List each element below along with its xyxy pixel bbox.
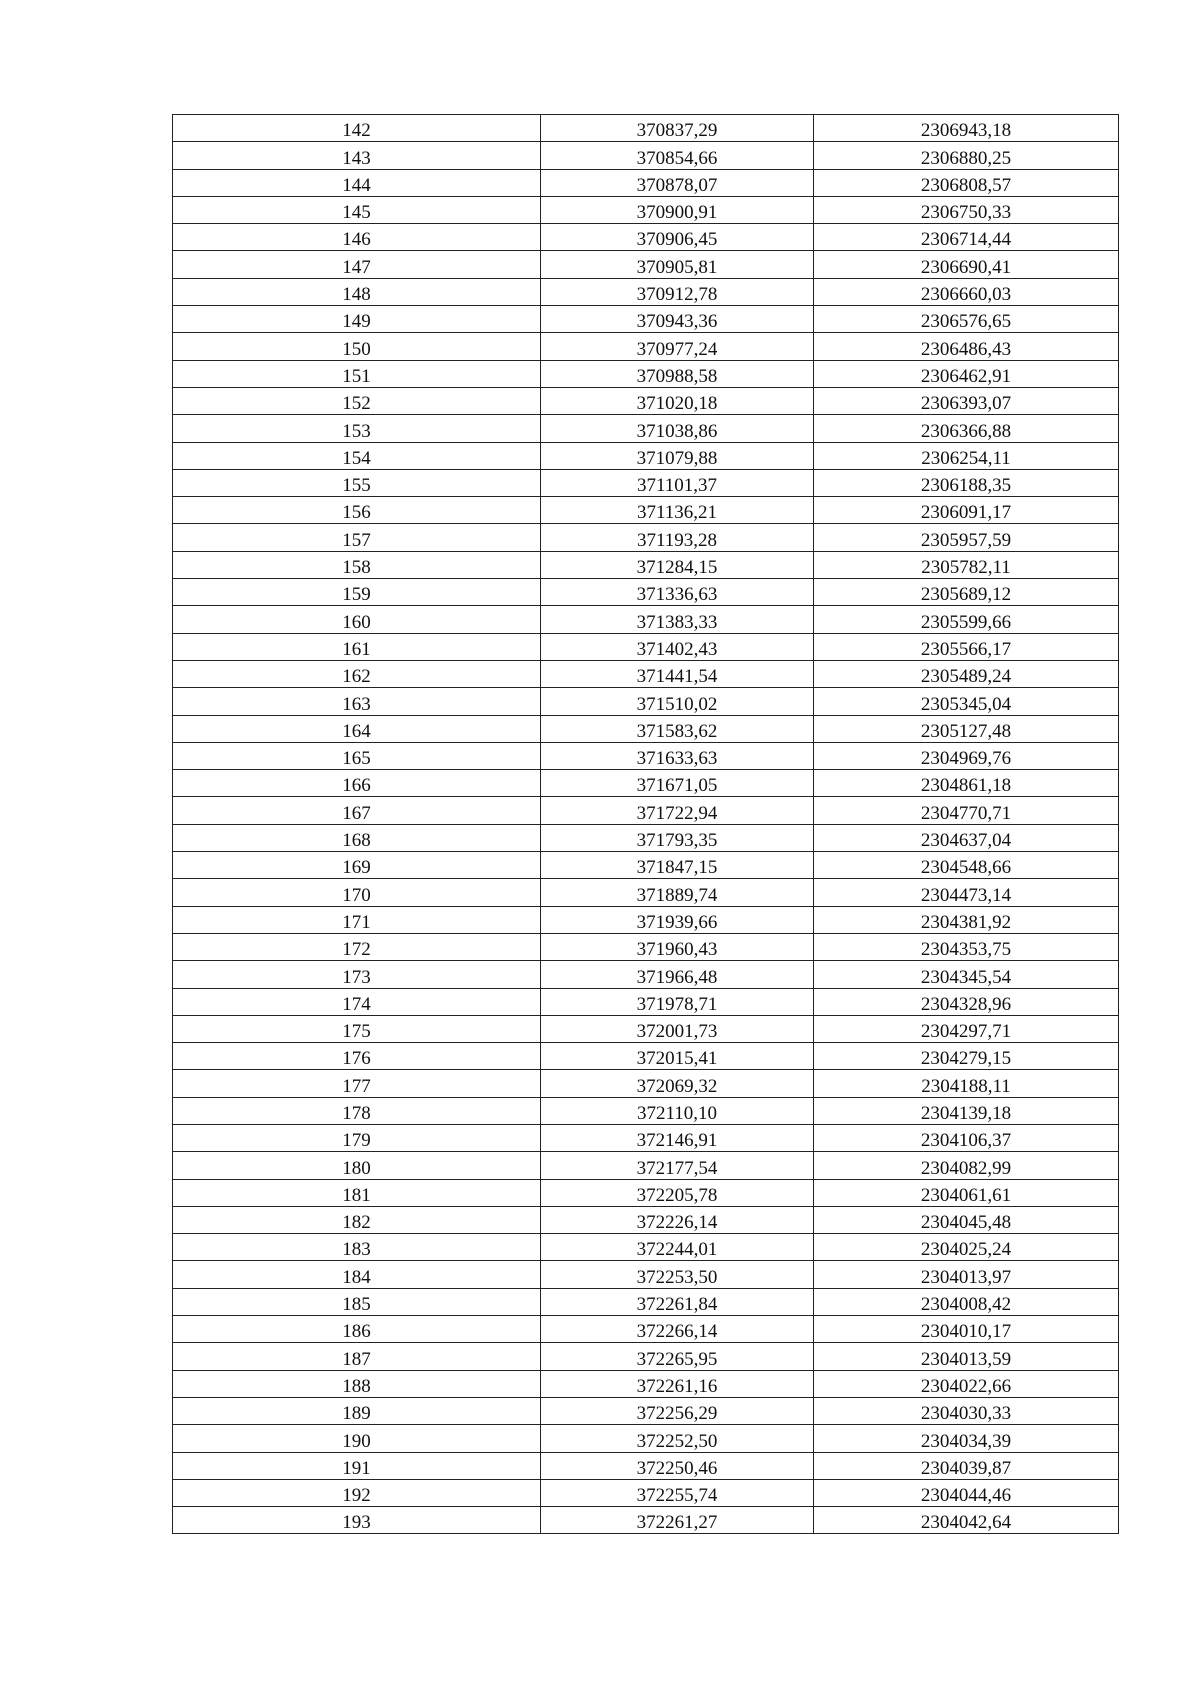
point-number-cell: 169 <box>173 852 541 879</box>
coordinates-table <box>172 114 1119 1534</box>
table-row <box>173 1507 1119 1534</box>
x-coordinate-cell: 370878,07 <box>541 169 814 196</box>
x-coordinate-cell: 371960,43 <box>541 933 814 960</box>
x-coordinate-cell: 372252,50 <box>541 1425 814 1452</box>
table-row <box>173 660 1119 687</box>
x-coordinate-cell: 372069,32 <box>541 1070 814 1097</box>
y-coordinate-cell: 2305689,12 <box>814 579 1119 606</box>
x-coordinate-cell: 372261,27 <box>541 1507 814 1534</box>
y-coordinate-cell: 2304022,66 <box>814 1370 1119 1397</box>
point-number-cell: 149 <box>173 306 541 333</box>
y-coordinate-cell: 2304034,39 <box>814 1425 1119 1452</box>
point-number-cell: 191 <box>173 1452 541 1479</box>
x-coordinate-cell: 371671,05 <box>541 770 814 797</box>
x-coordinate-cell: 370906,45 <box>541 224 814 251</box>
x-coordinate-cell: 371020,18 <box>541 387 814 414</box>
table-row <box>173 415 1119 442</box>
point-number-cell: 150 <box>173 333 541 360</box>
y-coordinate-cell: 2306393,07 <box>814 387 1119 414</box>
table-row <box>173 1479 1119 1506</box>
y-coordinate-cell: 2304861,18 <box>814 770 1119 797</box>
point-number-cell: 184 <box>173 1261 541 1288</box>
table-row <box>173 1370 1119 1397</box>
point-number-cell: 178 <box>173 1097 541 1124</box>
point-number-cell: 161 <box>173 633 541 660</box>
table-row <box>173 442 1119 469</box>
point-number-cell: 164 <box>173 715 541 742</box>
y-coordinate-cell: 2306254,11 <box>814 442 1119 469</box>
y-coordinate-cell: 2305566,17 <box>814 633 1119 660</box>
table-row <box>173 852 1119 879</box>
point-number-cell: 186 <box>173 1316 541 1343</box>
x-coordinate-cell: 372256,29 <box>541 1397 814 1424</box>
table-row <box>173 1206 1119 1233</box>
x-coordinate-cell: 372205,78 <box>541 1179 814 1206</box>
table-row <box>173 1316 1119 1343</box>
x-coordinate-cell: 372261,84 <box>541 1288 814 1315</box>
table-row <box>173 224 1119 251</box>
y-coordinate-cell: 2305345,04 <box>814 688 1119 715</box>
y-coordinate-cell: 2304082,99 <box>814 1152 1119 1179</box>
point-number-cell: 175 <box>173 1015 541 1042</box>
coordinates-table-body <box>173 115 1119 1534</box>
table-row <box>173 278 1119 305</box>
point-number-cell: 151 <box>173 360 541 387</box>
point-number-cell: 168 <box>173 824 541 851</box>
x-coordinate-cell: 372226,14 <box>541 1206 814 1233</box>
point-number-cell: 152 <box>173 387 541 414</box>
point-number-cell: 172 <box>173 933 541 960</box>
table-row <box>173 306 1119 333</box>
y-coordinate-cell: 2305489,24 <box>814 660 1119 687</box>
table-row <box>173 333 1119 360</box>
x-coordinate-cell: 372110,10 <box>541 1097 814 1124</box>
table-row <box>173 1234 1119 1261</box>
point-number-cell: 185 <box>173 1288 541 1315</box>
x-coordinate-cell: 372261,16 <box>541 1370 814 1397</box>
x-coordinate-cell: 371722,94 <box>541 797 814 824</box>
table-row <box>173 142 1119 169</box>
table-row <box>173 988 1119 1015</box>
table-row <box>173 1425 1119 1452</box>
point-number-cell: 163 <box>173 688 541 715</box>
y-coordinate-cell: 2304030,33 <box>814 1397 1119 1424</box>
y-coordinate-cell: 2305782,11 <box>814 551 1119 578</box>
table-row <box>173 387 1119 414</box>
x-coordinate-cell: 370988,58 <box>541 360 814 387</box>
table-row <box>173 196 1119 223</box>
table-row <box>173 1261 1119 1288</box>
y-coordinate-cell: 2306714,44 <box>814 224 1119 251</box>
table-row <box>173 824 1119 851</box>
point-number-cell: 165 <box>173 742 541 769</box>
x-coordinate-cell: 372001,73 <box>541 1015 814 1042</box>
x-coordinate-cell: 371939,66 <box>541 906 814 933</box>
point-number-cell: 155 <box>173 469 541 496</box>
table-row <box>173 1152 1119 1179</box>
y-coordinate-cell: 2306091,17 <box>814 497 1119 524</box>
table-row <box>173 633 1119 660</box>
y-coordinate-cell: 2304328,96 <box>814 988 1119 1015</box>
y-coordinate-cell: 2304297,71 <box>814 1015 1119 1042</box>
y-coordinate-cell: 2304042,64 <box>814 1507 1119 1534</box>
y-coordinate-cell: 2306808,57 <box>814 169 1119 196</box>
x-coordinate-cell: 371633,63 <box>541 742 814 769</box>
table-row <box>173 606 1119 633</box>
point-number-cell: 142 <box>173 115 541 142</box>
point-number-cell: 158 <box>173 551 541 578</box>
point-number-cell: 162 <box>173 660 541 687</box>
table-row <box>173 1015 1119 1042</box>
x-coordinate-cell: 371510,02 <box>541 688 814 715</box>
y-coordinate-cell: 2306462,91 <box>814 360 1119 387</box>
table-row <box>173 1070 1119 1097</box>
table-row <box>173 1288 1119 1315</box>
x-coordinate-cell: 372177,54 <box>541 1152 814 1179</box>
y-coordinate-cell: 2304188,11 <box>814 1070 1119 1097</box>
y-coordinate-cell: 2304025,24 <box>814 1234 1119 1261</box>
y-coordinate-cell: 2306943,18 <box>814 115 1119 142</box>
table-row <box>173 1343 1119 1370</box>
point-number-cell: 154 <box>173 442 541 469</box>
x-coordinate-cell: 370977,24 <box>541 333 814 360</box>
x-coordinate-cell: 372253,50 <box>541 1261 814 1288</box>
table-row <box>173 169 1119 196</box>
x-coordinate-cell: 371793,35 <box>541 824 814 851</box>
table-row <box>173 1124 1119 1151</box>
table-row <box>173 579 1119 606</box>
x-coordinate-cell: 372255,74 <box>541 1479 814 1506</box>
table-row <box>173 469 1119 496</box>
y-coordinate-cell: 2305957,59 <box>814 524 1119 551</box>
table-row <box>173 551 1119 578</box>
x-coordinate-cell: 372265,95 <box>541 1343 814 1370</box>
x-coordinate-cell: 371193,28 <box>541 524 814 551</box>
table-row <box>173 906 1119 933</box>
y-coordinate-cell: 2304345,54 <box>814 961 1119 988</box>
x-coordinate-cell: 371136,21 <box>541 497 814 524</box>
y-coordinate-cell: 2306660,03 <box>814 278 1119 305</box>
y-coordinate-cell: 2304969,76 <box>814 742 1119 769</box>
point-number-cell: 148 <box>173 278 541 305</box>
table-row <box>173 360 1119 387</box>
y-coordinate-cell: 2304770,71 <box>814 797 1119 824</box>
x-coordinate-cell: 370912,78 <box>541 278 814 305</box>
y-coordinate-cell: 2304139,18 <box>814 1097 1119 1124</box>
x-coordinate-cell: 371284,15 <box>541 551 814 578</box>
x-coordinate-cell: 372015,41 <box>541 1043 814 1070</box>
table-row <box>173 933 1119 960</box>
y-coordinate-cell: 2305599,66 <box>814 606 1119 633</box>
point-number-cell: 147 <box>173 251 541 278</box>
x-coordinate-cell: 371101,37 <box>541 469 814 496</box>
y-coordinate-cell: 2304473,14 <box>814 879 1119 906</box>
y-coordinate-cell: 2304548,66 <box>814 852 1119 879</box>
x-coordinate-cell: 370837,29 <box>541 115 814 142</box>
point-number-cell: 157 <box>173 524 541 551</box>
point-number-cell: 171 <box>173 906 541 933</box>
x-coordinate-cell: 371966,48 <box>541 961 814 988</box>
y-coordinate-cell: 2304010,17 <box>814 1316 1119 1343</box>
point-number-cell: 192 <box>173 1479 541 1506</box>
y-coordinate-cell: 2304381,92 <box>814 906 1119 933</box>
table-row <box>173 1043 1119 1070</box>
table-row <box>173 961 1119 988</box>
x-coordinate-cell: 372244,01 <box>541 1234 814 1261</box>
x-coordinate-cell: 372266,14 <box>541 1316 814 1343</box>
x-coordinate-cell: 371847,15 <box>541 852 814 879</box>
point-number-cell: 143 <box>173 142 541 169</box>
table-row <box>173 879 1119 906</box>
x-coordinate-cell: 371079,88 <box>541 442 814 469</box>
table-row <box>173 742 1119 769</box>
x-coordinate-cell: 371583,62 <box>541 715 814 742</box>
x-coordinate-cell: 372146,91 <box>541 1124 814 1151</box>
x-coordinate-cell: 372250,46 <box>541 1452 814 1479</box>
table-row <box>173 715 1119 742</box>
y-coordinate-cell: 2306366,88 <box>814 415 1119 442</box>
x-coordinate-cell: 371383,33 <box>541 606 814 633</box>
x-coordinate-cell: 371441,54 <box>541 660 814 687</box>
point-number-cell: 190 <box>173 1425 541 1452</box>
point-number-cell: 144 <box>173 169 541 196</box>
table-row <box>173 1179 1119 1206</box>
point-number-cell: 181 <box>173 1179 541 1206</box>
point-number-cell: 174 <box>173 988 541 1015</box>
x-coordinate-cell: 371336,63 <box>541 579 814 606</box>
point-number-cell: 145 <box>173 196 541 223</box>
y-coordinate-cell: 2306690,41 <box>814 251 1119 278</box>
table-row <box>173 770 1119 797</box>
point-number-cell: 182 <box>173 1206 541 1233</box>
x-coordinate-cell: 370905,81 <box>541 251 814 278</box>
y-coordinate-cell: 2304637,04 <box>814 824 1119 851</box>
point-number-cell: 189 <box>173 1397 541 1424</box>
table-row <box>173 115 1119 142</box>
y-coordinate-cell: 2306750,33 <box>814 196 1119 223</box>
x-coordinate-cell: 370900,91 <box>541 196 814 223</box>
y-coordinate-cell: 2304061,61 <box>814 1179 1119 1206</box>
x-coordinate-cell: 371978,71 <box>541 988 814 1015</box>
point-number-cell: 188 <box>173 1370 541 1397</box>
table-row <box>173 497 1119 524</box>
point-number-cell: 187 <box>173 1343 541 1370</box>
y-coordinate-cell: 2306576,65 <box>814 306 1119 333</box>
table-row <box>173 797 1119 824</box>
point-number-cell: 173 <box>173 961 541 988</box>
x-coordinate-cell: 371889,74 <box>541 879 814 906</box>
point-number-cell: 160 <box>173 606 541 633</box>
table-row <box>173 688 1119 715</box>
point-number-cell: 167 <box>173 797 541 824</box>
point-number-cell: 156 <box>173 497 541 524</box>
y-coordinate-cell: 2304045,48 <box>814 1206 1119 1233</box>
y-coordinate-cell: 2304013,97 <box>814 1261 1119 1288</box>
x-coordinate-cell: 370854,66 <box>541 142 814 169</box>
table-row <box>173 1097 1119 1124</box>
point-number-cell: 166 <box>173 770 541 797</box>
point-number-cell: 146 <box>173 224 541 251</box>
y-coordinate-cell: 2304039,87 <box>814 1452 1119 1479</box>
point-number-cell: 183 <box>173 1234 541 1261</box>
y-coordinate-cell: 2305127,48 <box>814 715 1119 742</box>
x-coordinate-cell: 371038,86 <box>541 415 814 442</box>
point-number-cell: 193 <box>173 1507 541 1534</box>
table-row <box>173 1452 1119 1479</box>
y-coordinate-cell: 2306880,25 <box>814 142 1119 169</box>
point-number-cell: 176 <box>173 1043 541 1070</box>
x-coordinate-cell: 371402,43 <box>541 633 814 660</box>
y-coordinate-cell: 2304353,75 <box>814 933 1119 960</box>
y-coordinate-cell: 2304013,59 <box>814 1343 1119 1370</box>
y-coordinate-cell: 2304106,37 <box>814 1124 1119 1151</box>
y-coordinate-cell: 2306486,43 <box>814 333 1119 360</box>
point-number-cell: 170 <box>173 879 541 906</box>
y-coordinate-cell: 2304044,46 <box>814 1479 1119 1506</box>
table-row <box>173 251 1119 278</box>
point-number-cell: 159 <box>173 579 541 606</box>
y-coordinate-cell: 2304008,42 <box>814 1288 1119 1315</box>
point-number-cell: 180 <box>173 1152 541 1179</box>
point-number-cell: 179 <box>173 1124 541 1151</box>
point-number-cell: 153 <box>173 415 541 442</box>
table-row <box>173 1397 1119 1424</box>
y-coordinate-cell: 2306188,35 <box>814 469 1119 496</box>
y-coordinate-cell: 2304279,15 <box>814 1043 1119 1070</box>
table-row <box>173 524 1119 551</box>
point-number-cell: 177 <box>173 1070 541 1097</box>
x-coordinate-cell: 370943,36 <box>541 306 814 333</box>
